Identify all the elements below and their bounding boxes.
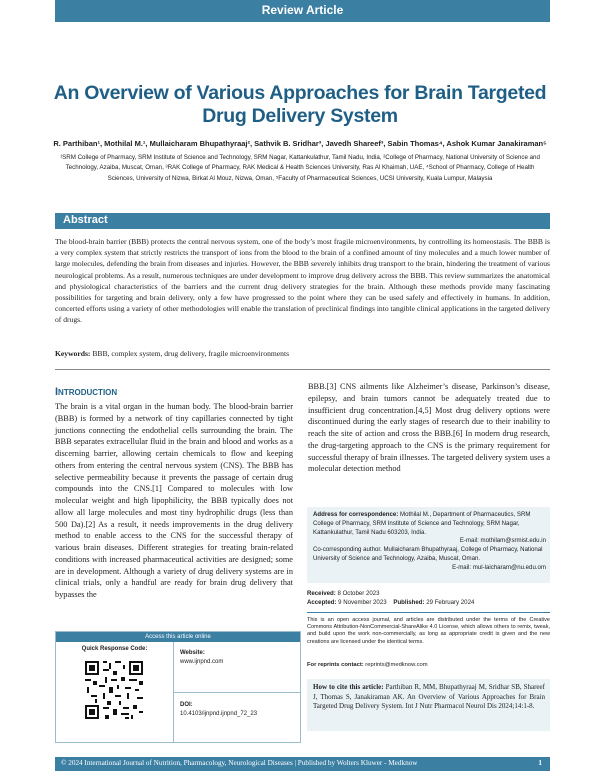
article-type-bar [55, 0, 550, 22]
doi-link[interactable]: 10.4103/ijnpnd.ijnpnd_72_23 [180, 711, 258, 717]
abstract-text: The blood-brain barrier (BBB) protects the central nervous system, one of the body’s most fragile microenvironments, by controlling its homeostasis. The BBB is a very complex system that strictly restricts the transport of ions from the blood to the brain of a confined amount of tiny molecules and a much lower number of large molecules, defending the brain from diseases and injuries. However, the BBB severely inhibits drug transport to the brain, hindering the treatment of various neurological problems. As a result, numerous techniques are under development to improve drug delivery across the BBB. This review summarizes the anatomical and physiological characteristics of the barriers and the current drug delivery strategies for the brain. Although these methods provide many fascinating possibilities for targeting and brain delivery, only a few have progressed to the point where they can be used safely and effectively in humans. In addition, concerted efforts using a variety of other methodologies will enable the translation of preclinical findings into tangible clinical applications in the targeted delivery of drugs. [55, 237, 550, 325]
accepted-label: Accepted: [307, 598, 337, 606]
correspondence-label: Address for correspondence: [313, 511, 399, 518]
license-text: This is an open access journal, and articles are distributed under the terms of the Creative Commons Attribution-NonCommercial-ShareAlike 4.0 License, which allows others to remix, tweak, and build upon the work non-commercially, as long as appropriate credit is given and the new creations are licensed under the identical terms. [307, 617, 550, 645]
correspondence-email[interactable]: E-mail: mothilam@srmist.edu.in [459, 537, 546, 545]
coauthor-email[interactable]: E-mail: mul-laicharam@nu.edu.om [452, 563, 546, 571]
intro-right-column: BBB.[3] CNS ailments like Alzheimer’s disease, Parkinson’s disease, epilepsy, and brain tumors cannot be adequately treated due to insufficient drug concentration.[4,5] Most drug delivery options were discontinued during the early stages of research due to their inability to reach the site of action and cross the BBB.[6] In modern drug research, the drug-targeting approach to the CNS is the primary requirement for successful therapy of brain illnesses. The targeted delivery system uses a molecular detection method [308, 382, 550, 474]
abstract-heading: Abstract [63, 214, 108, 226]
article-type-label: Review Article [261, 3, 344, 17]
received-date: 8 October 2023 [335, 590, 380, 597]
intro-left-column: The brain is a vital organ in the human body. The blood-brain barrier (BBB) is formed by a network of tiny capillaries connected by tight junctions connecting the endothelial cells surrounding the brain. The BBB separates extracellular fluid in the brain and blood and works as a discerning barrier, allowing certain chemicals to flow and keeping others from entering the central nervous system (CNS). The BBB has selective permeability because it prevents the passage of certain drug compounds into the CNS.[1] Compared to molecules with low molecular weight and high lipophilicity, the BBB typically does not allow all large molecules and most tiny hydrophilic drugs (less than 500 Da).[2] As a result, it needs improvements in the drug delivery method to enable access to the CNS for the successful therapy of various brain diseases. Different strategies for treating brain-related conditions with increased pharmaceutical activities are designed; some are in development. Although a variety of drug delivery systems are in clinical trials, only a handful are ready for brain drug delivery that bypasses the [55, 402, 293, 599]
paper-title: An Overview of Various Approaches for Brain Targeted Drug Delivery System [53, 82, 547, 127]
article-dates [307, 590, 550, 607]
affiliations: ¹SRM College of Pharmacy, SRM Institute of Science and Technology, SRM Nagar, Kattankulathur, Tamil Nadu, India, ²College of Pharmacy, National University of Science and Technology, Azaiba, Muscat, Oman, ³RAK College of Pharmacy, RAK Medical & Health Sciences University, Ras Al Khaimah, UAE, ⁴School of Pharmacy, College of Health Sciences, University of Nizwa, Birkat Al Mouz, Nizwa, Oman, ⁵Faculty of Pharmaceutical Sciences, UCSI University, Kuala Lumpur, Malaysia [60, 154, 540, 182]
divider [173, 692, 300, 693]
qr-label: Quick Response Code: [81, 646, 148, 652]
correspondence-text: Mothilal M., Department of Pharmaceutics, SRM College of Pharmacy, SRM Institute of Science and Technology, SRM Nagar, Kattankulathur, Tamil Nadu 603203, India. [313, 511, 531, 536]
website-link[interactable]: www.ijnpnd.com [180, 659, 224, 665]
how-to-cite-box [307, 679, 550, 731]
page-footer [55, 757, 550, 771]
keywords [55, 349, 550, 358]
published-date: 29 February 2024 [424, 598, 475, 606]
reprints-contact [307, 662, 550, 668]
cite-label: How to cite this article: [313, 683, 384, 691]
reprints-label: For reprints contact: [307, 662, 364, 668]
coauthor-text: Co-corresponding author. Mullaicharam Bhupathyraaj, College of Pharmacy, National University of Science and Technology, Azaiba, Muscat, Oman. [313, 546, 543, 562]
divider [307, 612, 550, 613]
keywords-text: BBB, complex system, drug delivery, fragile microenvironments [90, 349, 290, 358]
page-number: 1 [538, 759, 542, 767]
accepted-date: 9 November 2023 [336, 598, 387, 606]
qr-code-image [83, 659, 145, 721]
correspondence-box [307, 507, 550, 583]
keywords-label: Keywords: [55, 349, 91, 358]
doi-label: DOI: [180, 702, 193, 708]
published-label: Published: [393, 598, 425, 606]
cite-text: Parthiban R, MM, Bhupathyraaj M, Sridhar SB, Shareef J, Thomas S, Janakiraman AK. An Overview of Various Approaches for Brain Targeted Drug Delivery System. Int J Nutr Pharmacol Neurol Dis 2024;14:1-8. [313, 683, 545, 711]
introduction-heading: Introduction [55, 386, 118, 398]
access-online-box [55, 631, 301, 743]
website-label: Website: [180, 650, 205, 656]
author-list: R. Parthiban¹, Mothilal M.¹, Mullaicharam Bhupathyraaj², Sathvik B. Sridhar³, Javedh Shareef³, Sabin Thomas⁴, Ashok Kumar Janakiraman⁵ [53, 139, 547, 148]
reprints-email[interactable]: reprints@medknow.com [363, 662, 428, 668]
abstract-header [55, 213, 550, 229]
received-label: Received: [307, 590, 336, 597]
access-heading: Access this article online [56, 632, 300, 642]
divider [55, 369, 550, 370]
footer-copyright: © 2024 International Journal of Nutrition, Pharmacology, Neurological Diseases | Published by Wolters Kluwer - Medknow [61, 759, 418, 767]
